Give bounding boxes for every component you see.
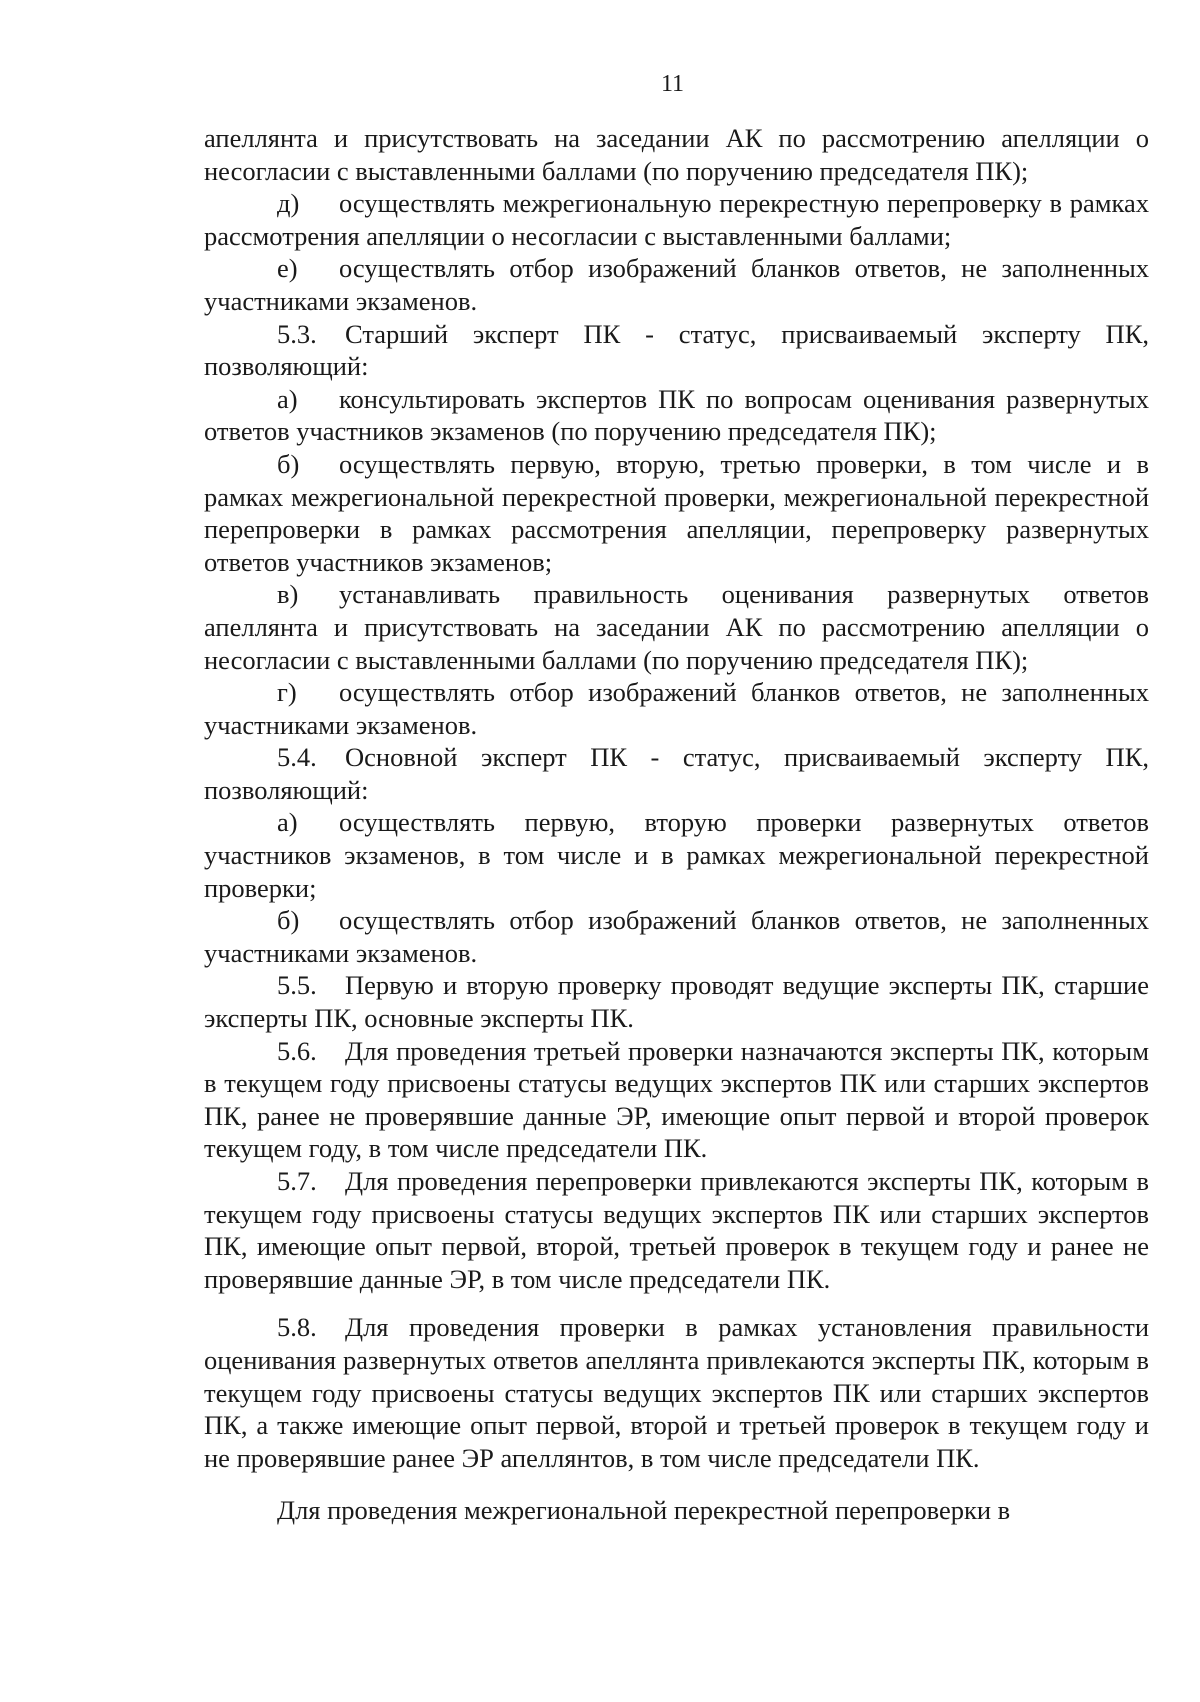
paragraph-final	[204, 1494, 1149, 1527]
paragraph-text: Первую и вторую проверку проводят ведущие эксперты ПК, старшие эксперты ПК, основные эксперты ПК.	[204, 970, 1149, 1034]
paragraph-text: осуществлять первую, вторую, третью проверки, в том числе и в рамках межрегиональной перекрестной проверки, межрегиональной перекрестной перепроверки в рамках рассмотрения апелляции, перепроверку развернутых ответов участников экзаменов;	[204, 448, 1149, 577]
section-number: 5.6.	[277, 1035, 317, 1066]
list-marker: д)	[277, 188, 300, 219]
paragraph-text: Старший эксперт ПК - статус, присваиваемый эксперту ПК, позволяющий:	[204, 318, 1149, 382]
list-marker: б)	[277, 448, 300, 479]
section-number: 5.4.	[277, 742, 317, 773]
paragraph-text: осуществлять первую, вторую проверки развернутых ответов участников экзаменов, в том числе и в рамках межрегиональной перекрестной проверки;	[204, 807, 1149, 903]
section-number: 5.3.	[277, 318, 317, 349]
list-marker: г)	[277, 677, 297, 708]
page-number: 11	[660, 71, 685, 97]
section-5-3	[204, 318, 1149, 383]
section-5-7	[204, 1165, 1149, 1295]
list-item-v	[204, 578, 1149, 676]
document-body	[204, 122, 1149, 1527]
list-item-b	[204, 904, 1149, 969]
list-marker: е)	[277, 253, 298, 284]
section-5-6	[204, 1035, 1149, 1165]
list-marker: б)	[277, 905, 300, 936]
list-item-b	[204, 448, 1149, 578]
paragraph-text: Для проведения проверки в рамках установления правильности оценивания развернутых ответов апеллянта привлекаются эксперты ПК, которым в текущем году присвоены статусы ведущих экспертов ПК или старших экспертов ПК, а также имеющие опыт первой, второй и третьей проверок в текущем году и не проверявшие ранее ЭР апеллянтов, в том числе председатели ПК.	[204, 1312, 1149, 1473]
section-5-4	[204, 741, 1149, 806]
paragraph-text: осуществлять отбор изображений бланков ответов, не заполненных участниками экзаменов.	[204, 253, 1149, 316]
list-marker: а)	[277, 807, 298, 838]
paragraph-text: Основной эксперт ПК - статус, присваиваемый эксперту ПК, позволяющий:	[204, 742, 1149, 805]
paragraph-text: апеллянта и присутствовать на заседании АК по рассмотрению апелляции о несогласии с выставленными баллами (по поручению председателя ПК);	[204, 123, 1149, 186]
paragraph-text: Для проведения перепроверки привлекаются эксперты ПК, которым в текущем году присвоены статусы ведущих экспертов ПК или старших экспертов ПК, имеющие опыт первой, второй, третьей проверок в текущем году и ранее не проверявшие данные ЭР, в том числе председатели ПК.	[204, 1166, 1149, 1294]
paragraph-text: осуществлять межрегиональную перекрестную перепроверку в рамках рассмотрения апелляции о несогласии с выставленными баллами;	[204, 188, 1149, 251]
section-number: 5.7.	[277, 1166, 317, 1196]
list-item-a	[204, 806, 1149, 904]
paragraph-text: осуществлять отбор изображений бланков ответов, не заполненных участниками экзаменов.	[204, 677, 1149, 740]
list-item-e	[204, 252, 1149, 317]
list-marker: в)	[277, 579, 299, 610]
list-marker: а)	[277, 383, 298, 414]
section-number: 5.8.	[277, 1312, 317, 1343]
paragraph-text: устанавливать правильность оценивания развернутых ответов апеллянта и присутствовать на заседании АК по рассмотрению апелляции о несогласии с выставленными баллами (по поручению председателя ПК);	[204, 579, 1149, 675]
paragraph-text: Для проведения межрегиональной перекрестной перепроверки в	[277, 1495, 1011, 1526]
section-5-8	[204, 1311, 1149, 1474]
section-5-5	[204, 969, 1149, 1034]
list-item-g	[204, 676, 1149, 741]
paragraph-text: Для проведения третьей проверки назначаются эксперты ПК, которым в текущем году присвоены статусы ведущих экспертов ПК или старших экспертов ПК, ранее не проверявшие данные ЭР, имеющие опыт первой и второй проверок текущем году, в том числе председатели ПК.	[204, 1035, 1149, 1164]
list-item-d	[204, 187, 1149, 252]
paragraph-continuation	[204, 122, 1149, 187]
paragraph-text: консультировать экспертов ПК по вопросам оценивания развернутых ответов участников экзаменов (по поручению председателя ПК);	[204, 383, 1149, 447]
list-item-a	[204, 383, 1149, 448]
section-number: 5.5.	[277, 970, 317, 1001]
paragraph-text: осуществлять отбор изображений бланков ответов, не заполненных участниками экзаменов.	[204, 905, 1149, 968]
